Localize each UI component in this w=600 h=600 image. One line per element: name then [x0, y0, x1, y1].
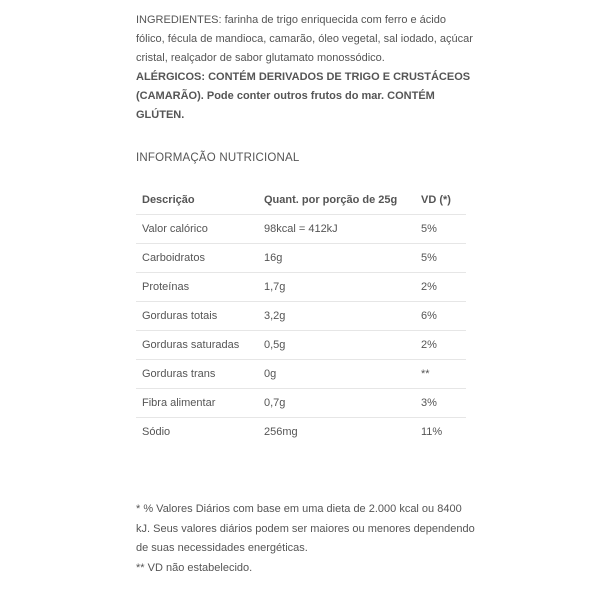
- table-row: [136, 331, 466, 360]
- row-description: Proteínas: [136, 273, 258, 302]
- table-header-row: [136, 185, 466, 215]
- table-row: [136, 244, 466, 273]
- row-quantity: 3,2g: [258, 302, 415, 331]
- row-daily-value: 6%: [415, 302, 466, 331]
- row-description: Sódio: [142, 426, 171, 438]
- ingredients-block: [136, 11, 476, 125]
- row-quantity: 0,5g: [258, 331, 415, 360]
- header-description: Descrição: [136, 185, 258, 215]
- row-description: Fibra alimentar: [136, 389, 258, 418]
- row-description: Gorduras saturadas: [136, 331, 258, 360]
- table-row: [136, 418, 466, 447]
- row-quantity: 0,7g: [258, 389, 415, 418]
- row-quantity: 98kcal = 412kJ: [258, 215, 415, 244]
- row-daily-value: 5%: [415, 215, 466, 244]
- header-quantity: Quant. por porção de 25g: [258, 185, 415, 215]
- footnote-not-established: ** VD não estabelecido.: [136, 561, 253, 574]
- nutrition-table: [136, 185, 466, 446]
- row-description: Gorduras trans: [136, 360, 258, 389]
- footnotes: [136, 500, 476, 578]
- ingredients-text: INGREDIENTES: farinha de trigo enriquecida com ferro e ácido fólico, fécula de mandioca, camarão, óleo vegetal, sal iodado, açúcar cristal, realçador de sabor glutamato monossódico.: [136, 14, 473, 64]
- table-row: [136, 273, 466, 302]
- row-daily-value: **: [415, 360, 466, 389]
- table-row: [136, 215, 466, 244]
- row-description: Valor calórico: [136, 215, 258, 244]
- row-daily-value: 2%: [415, 273, 466, 302]
- footnote-daily-values: * % Valores Diários com base em uma dieta de 2.000 kcal ou 8400 kJ. Seus valores diários podem ser maiores ou menores dependendo de suas necessidades energéticas.: [136, 503, 475, 554]
- table-row: [136, 302, 466, 331]
- row-description: Gorduras totais: [136, 302, 258, 331]
- table-row: [136, 389, 466, 418]
- header-daily-value: VD (*): [415, 185, 466, 215]
- product-info: [136, 11, 476, 446]
- row-description: Carboidratos: [136, 244, 258, 273]
- nutrition-title: INFORMAÇÃO NUTRICIONAL: [136, 152, 300, 164]
- row-daily-value: 11%: [421, 426, 443, 438]
- row-daily-value: 2%: [415, 331, 466, 360]
- row-quantity: 256mg: [264, 426, 298, 438]
- table-row: [136, 360, 466, 389]
- row-quantity: 0g: [258, 360, 415, 389]
- allergens-text: ALÉRGICOS: CONTÉM DERIVADOS DE TRIGO E CRUSTÁCEOS (CAMARÃO). Pode conter outros frutos do mar. CONTÉM GLÚTEN.: [136, 71, 471, 121]
- row-quantity: 1,7g: [258, 273, 415, 302]
- row-quantity: 16g: [258, 244, 415, 273]
- row-daily-value: 5%: [415, 244, 466, 273]
- row-daily-value: 3%: [415, 389, 466, 418]
